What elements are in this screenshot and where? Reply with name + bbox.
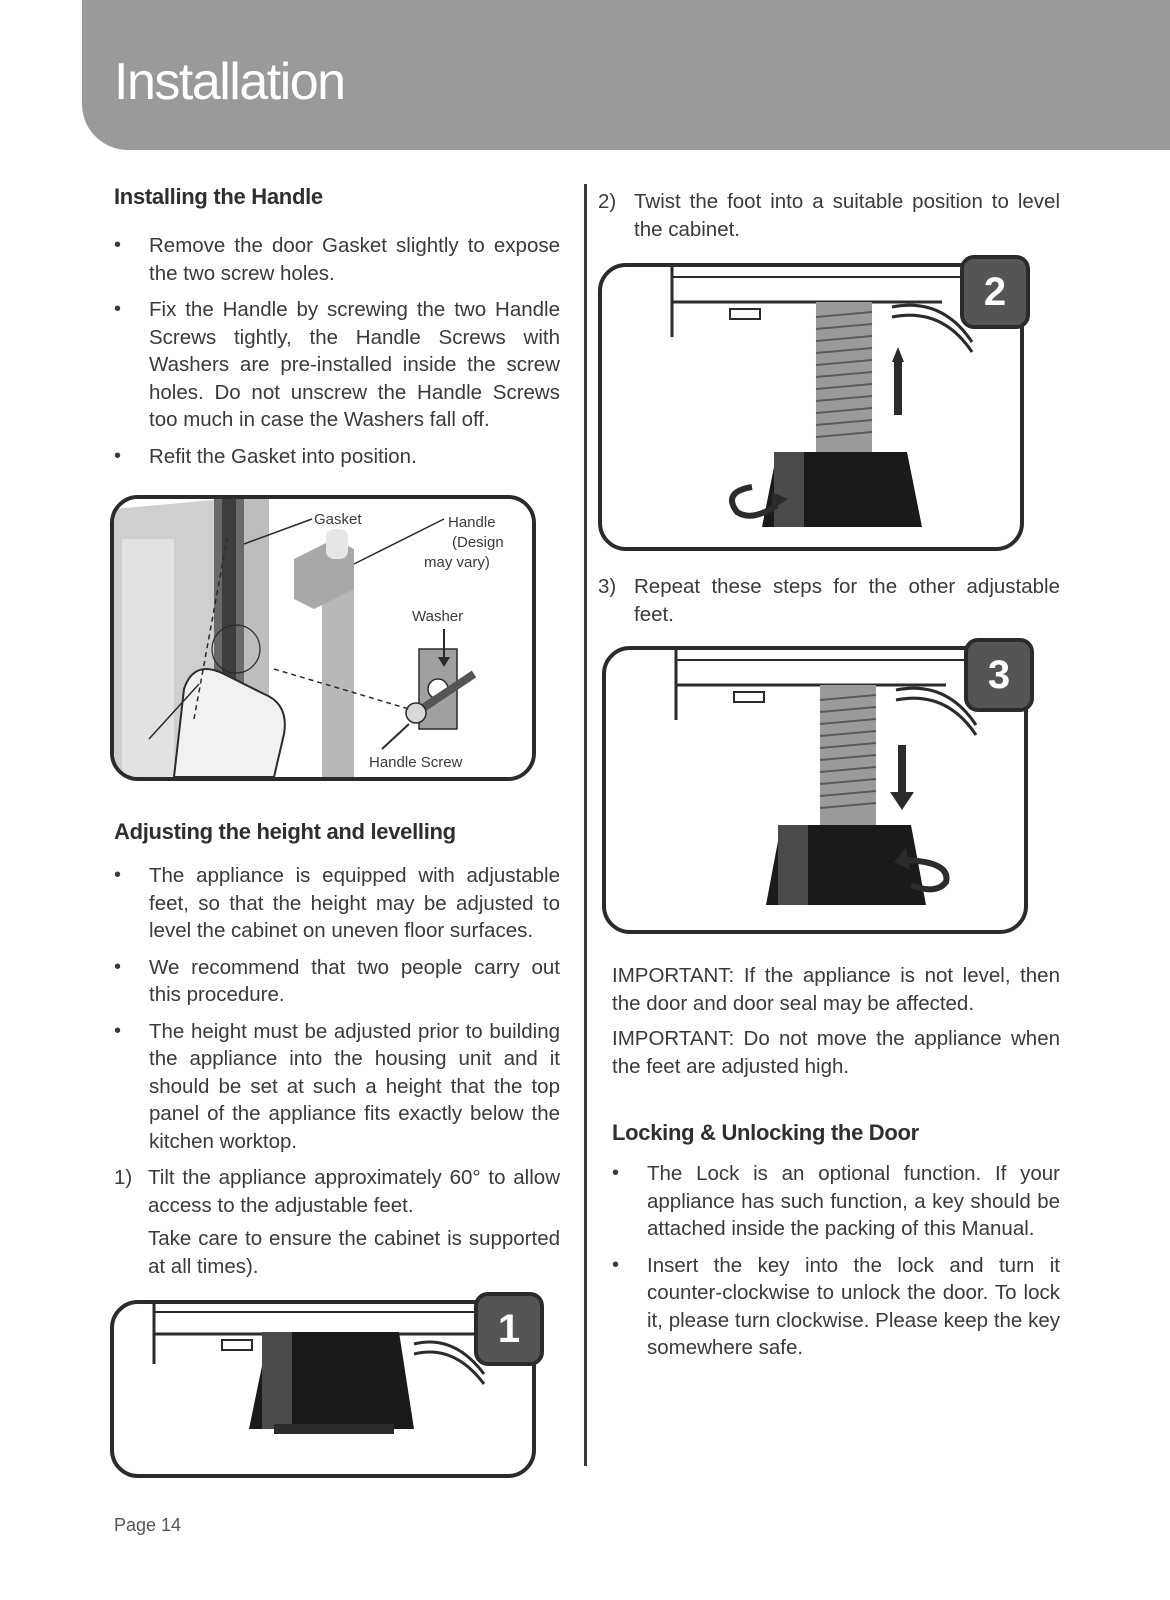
foot-figure-2 bbox=[598, 263, 1024, 551]
step-1-note: Take care to ensure the cabinet is supported at all times). bbox=[148, 1227, 560, 1278]
left-column bbox=[114, 184, 560, 1478]
important-note-2: IMPORTANT: Do not move the appliance when the feet are adjusted high. bbox=[612, 1027, 1060, 1078]
step-number: 2) bbox=[598, 190, 617, 213]
foot-diagram-2 bbox=[602, 267, 1020, 547]
foot-diagram-1 bbox=[114, 1304, 532, 1474]
bullet-dot: • bbox=[114, 1019, 122, 1042]
foot-figure-3 bbox=[602, 646, 1028, 934]
handle-label-design: (Design bbox=[452, 534, 504, 551]
list-item: • Refit the Gasket into position. bbox=[114, 443, 560, 471]
section-title-levelling: Adjusting the height and levelling bbox=[114, 819, 456, 844]
step-1: 1) Tilt the appliance approximately 60° to allow access to the adjustable feet. bbox=[114, 1166, 560, 1217]
step-2: 2) Twist the foot into a suitable position to level the cabinet. bbox=[598, 190, 1060, 241]
step-badge-3: 3 bbox=[964, 638, 1034, 712]
handle-label-may-vary: may vary) bbox=[424, 554, 490, 571]
list-item: • The height must be adjusted prior to building the appliance into the housing unit and it should be set at such a height that the top panel of the appliance fits exactly below the kitchen worktop. bbox=[114, 1019, 560, 1153]
bullet-dot: • bbox=[612, 1253, 620, 1276]
column-divider bbox=[584, 184, 587, 1466]
step-number: 1) bbox=[114, 1166, 133, 1189]
handle-label: Handle bbox=[448, 514, 496, 531]
section-title-handle: Installing the Handle bbox=[114, 184, 323, 209]
handle-screw-label: Handle Screw bbox=[369, 754, 463, 771]
bullet-dot: • bbox=[114, 234, 122, 256]
list-item: • Fix the Handle by screwing the two Handle Screws tightly, the Handle Screws with Washers are pre-installed inside the screw holes. Do not unscrew the Handle Screws too much in case the Washers fall off. bbox=[114, 298, 560, 431]
bullet-dot: • bbox=[114, 444, 122, 467]
handle-installation-figure bbox=[110, 495, 536, 781]
important-note-1: IMPORTANT: If the appliance is not level, then the door and door seal may be affected. bbox=[612, 964, 1060, 1015]
list-item: • The appliance is equipped with adjustable feet, so that the height may be adjusted to level the cabinet on uneven floor surfaces. bbox=[114, 864, 560, 942]
washer-label: Washer bbox=[412, 608, 464, 625]
foot-figure-1 bbox=[110, 1300, 536, 1478]
levelling-bullet-list bbox=[114, 862, 560, 1155]
list-item: • Remove the door Gasket slightly to expose the two screw holes. bbox=[114, 234, 560, 285]
bullet-dot: • bbox=[612, 1162, 620, 1184]
list-item: • Insert the key into the lock and turn it counter-clockwise to unlock the door. To lock it, please turn clockwise. Please keep the key somewhere safe. bbox=[612, 1253, 1060, 1359]
list-item: • The Lock is an optional function. If your appliance has such function, a key should be attached inside the packing of this Manual. bbox=[612, 1162, 1060, 1240]
right-column bbox=[598, 184, 1060, 1371]
handle-diagram bbox=[114, 499, 532, 777]
step-badge-1: 1 bbox=[474, 1292, 544, 1366]
handle-bar bbox=[322, 579, 354, 777]
gasket-label: Gasket bbox=[314, 511, 362, 528]
page-title: Installation bbox=[114, 53, 345, 111]
bullet-dot: • bbox=[114, 955, 122, 978]
step-badge-2: 2 bbox=[960, 255, 1030, 329]
bullet-dot: • bbox=[114, 298, 122, 320]
lock-bullet-list bbox=[612, 1160, 1060, 1362]
page-number: Page 14 bbox=[114, 1515, 182, 1535]
header-band bbox=[82, 0, 1170, 150]
foot-diagram-3 bbox=[606, 650, 1024, 930]
section-title-lock: Locking & Unlocking the Door bbox=[612, 1120, 919, 1145]
list-item: • We recommend that two people carry out this procedure. bbox=[114, 955, 560, 1006]
step-3: 3) Repeat these steps for the other adjustable feet. bbox=[598, 575, 1060, 626]
step-number: 3) bbox=[598, 575, 617, 598]
down-arrow-icon bbox=[890, 792, 914, 810]
handle-bullet-list bbox=[114, 232, 560, 470]
bullet-dot: • bbox=[114, 864, 122, 886]
